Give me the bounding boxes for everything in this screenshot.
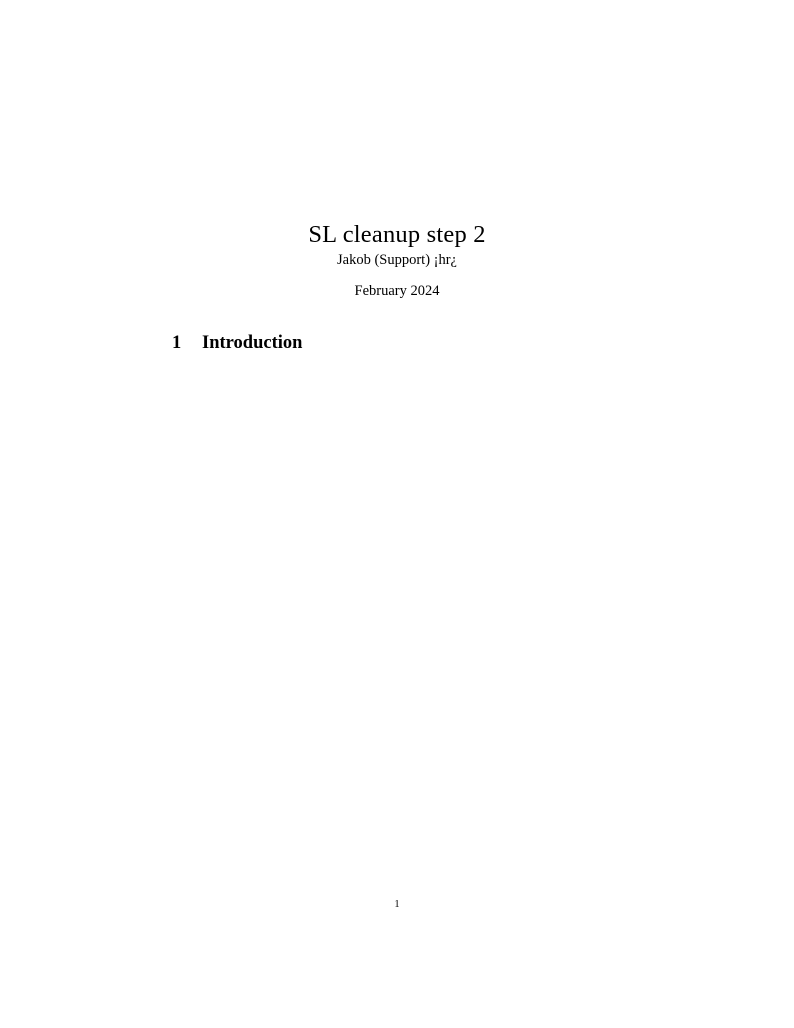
document-title: SL cleanup step 2 [308,221,486,249]
section-number: 1 [172,333,182,353]
document-date: February 2024 [354,283,440,299]
section-heading-introduction [172,333,302,354]
document-author: Jakob (Support) ¡hr¿ [336,252,457,268]
section-title: Introduction [202,333,303,353]
page-number: 1 [394,899,400,910]
